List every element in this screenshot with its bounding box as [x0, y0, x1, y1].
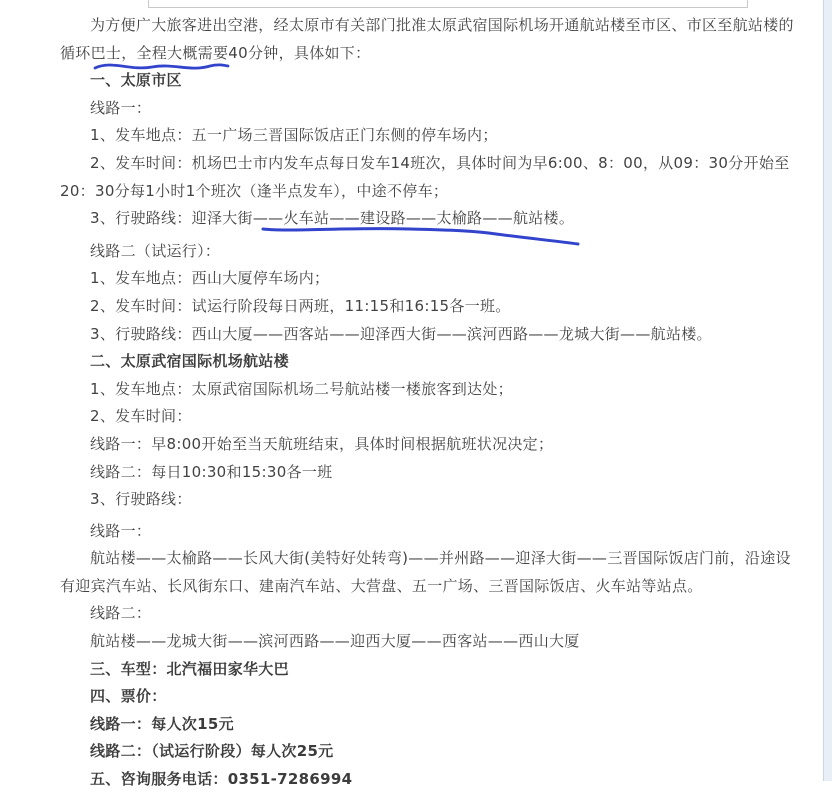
s1-r2-item-3: 3、行驶路线：西山大厦——西客站——迎泽西大街——滨河西路——龙城大街——航站楼。	[90, 324, 712, 343]
fare-route2: 线路二：（试运行阶段）每人次25元	[90, 742, 334, 761]
s1-r2-item-2: 2、发车时间：试运行阶段每日两班，11:15和16:15各一班。	[90, 296, 511, 315]
document-body	[60, 12, 805, 794]
section-5-heading: 五、咨询服务电话：0351-7286994	[90, 770, 353, 789]
s1-route1-heading: 线路一：	[90, 98, 152, 117]
s1-r1-item-2: 2、发车时间：机场巴士市内发车点每日发车14班次，具体时间为早6:00、8：00，从09：30分开始至20：30分每1小时1个班次（逢半点发车），中途不停车；	[60, 153, 790, 200]
s2-item-2: 2、发车时间：	[90, 407, 192, 426]
section-2-heading: 二、太原武宿国际机场航站楼	[90, 352, 289, 371]
section-1-heading: 一、太原市区	[90, 71, 182, 90]
s2-route2-heading: 线路二：	[90, 604, 152, 623]
s2-route1-heading: 线路一：	[90, 521, 152, 540]
s1-route2-heading: 线路二（试运行）：	[90, 241, 221, 260]
cropped-input-box	[148, 0, 748, 8]
s2-item-1: 1、发车地点：太原武宿国际机场二号航站楼一楼旅客到达处；	[90, 379, 513, 398]
s2-route1-detail: 航站楼——太榆路——长风大街(美特好处转弯)——并州路——迎泽大街——三晋国际饭店门前，沿途设有迎宾汽车站、长风街东口、建南汽车站、大营盘、五一广场、三晋国际饭店、火车站等站点。	[60, 549, 791, 595]
s1-r1-item-1: 1、发车地点：五一广场三晋国际饭店正门东侧的停车场内；	[90, 126, 498, 145]
section-4-heading: 四、票价：	[90, 687, 167, 706]
s1-r1-item-3: 3、行驶路线：迎泽大街——火车站——建设路——太榆路——航站楼。	[90, 209, 575, 228]
section-3-heading: 三、车型：北汽福田家华大巴	[90, 659, 289, 678]
page-right-gutter	[823, 0, 832, 781]
s1-r2-item-1: 1、发车地点：西山大厦停车场内；	[90, 269, 330, 288]
s2-item-3: 3、行驶路线：	[90, 490, 192, 509]
s2-route2-detail: 航站楼——龙城大街——滨河西路——迎西大厦——西客站——西山大厦	[90, 632, 580, 651]
s2-time-route2: 线路二：每日10:30和15:30各一班	[90, 462, 333, 481]
intro-paragraph: 为方便广大旅客进出空港，经太原市有关部门批准太原武宿国际机场开通航站楼至市区、市区至航站楼的循环巴士，全程大概需要40分钟，具体如下：	[60, 16, 794, 62]
fare-route1: 线路一：每人次15元	[90, 714, 234, 733]
s2-time-route1: 线路一：早8:00开始至当天航班结束，具体时间根据航班状况决定；	[90, 434, 554, 453]
